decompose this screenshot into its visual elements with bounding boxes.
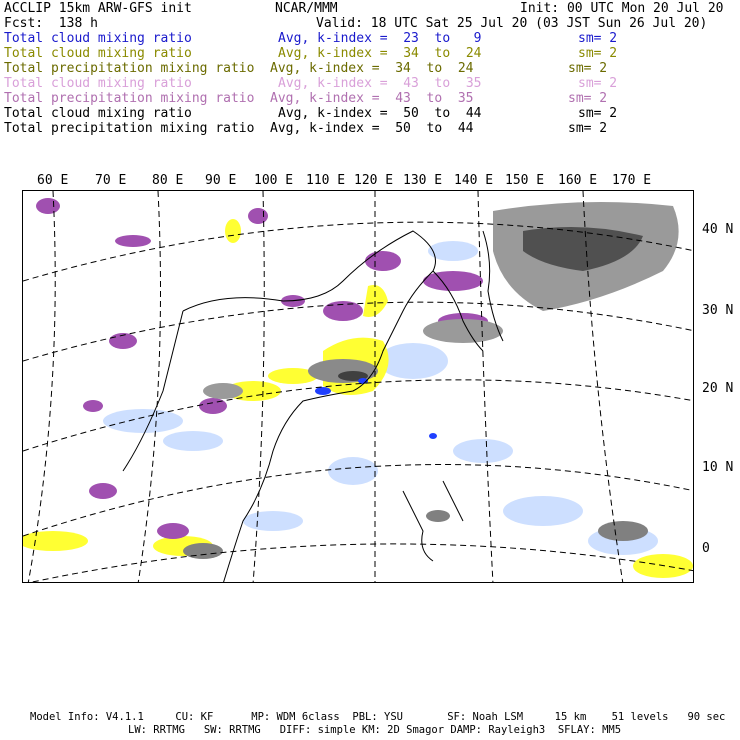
field-name-3: Total cloud mixing ratio bbox=[4, 76, 192, 91]
init-time: Init: 00 UTC Mon 20 Jul 20 bbox=[520, 1, 724, 16]
field-avg-2: Avg, k-index = 34 to 24 bbox=[270, 61, 474, 76]
lon-label: 60 E bbox=[37, 173, 69, 188]
lat-label: 30 N bbox=[702, 303, 734, 318]
field-sm-1: sm= 2 bbox=[578, 46, 618, 61]
field-avg-4: Avg, k-index = 43 to 35 bbox=[270, 91, 474, 106]
forecast-hour: Fcst: 138 h bbox=[4, 16, 98, 31]
lat-label: 0 bbox=[702, 541, 710, 556]
lon-label: 170 E bbox=[612, 173, 652, 188]
field-avg-3: Avg, k-index = 43 to 35 bbox=[278, 76, 482, 91]
lon-label: 140 E bbox=[454, 173, 494, 188]
lon-label: 130 E bbox=[403, 173, 443, 188]
lon-label: 100 E bbox=[254, 173, 294, 188]
field-sm-3: sm= 2 bbox=[578, 76, 618, 91]
field-name-0: Total cloud mixing ratio bbox=[4, 31, 192, 46]
lon-label: 160 E bbox=[558, 173, 598, 188]
weather-map bbox=[22, 190, 694, 583]
lon-label: 120 E bbox=[354, 173, 394, 188]
field-name-6: Total precipitation mixing ratio bbox=[4, 121, 255, 136]
model-info-line-1: Model Info: V4.1.1 CU: KF MP: WDM 6class PBL: YSU SF: Noah LSM 15 km 51 levels 90 sec bbox=[30, 711, 726, 723]
center-name: NCAR/MMM bbox=[275, 1, 338, 16]
field-sm-2: sm= 2 bbox=[568, 61, 608, 76]
lon-label: 80 E bbox=[152, 173, 184, 188]
field-avg-1: Avg, k-index = 34 to 24 bbox=[278, 46, 482, 61]
model-info-line-2: LW: RRTMG SW: RRTMG DIFF: simple KM: 2D Smagor DAMP: Rayleigh3 SFLAY: MM5 bbox=[128, 724, 622, 736]
field-sm-5: sm= 2 bbox=[578, 106, 618, 121]
valid-time: Valid: 18 UTC Sat 25 Jul 20 (03 JST Sun 26 Jul 20) bbox=[316, 16, 708, 31]
field-sm-0: sm= 2 bbox=[578, 31, 618, 46]
field-sm-4: sm= 2 bbox=[568, 91, 608, 106]
lat-label: 40 N bbox=[702, 222, 734, 237]
map-canvas bbox=[23, 191, 694, 583]
field-avg-5: Avg, k-index = 50 to 44 bbox=[278, 106, 482, 121]
lon-label: 70 E bbox=[95, 173, 127, 188]
field-name-5: Total cloud mixing ratio bbox=[4, 106, 192, 121]
field-name-4: Total precipitation mixing ratio bbox=[4, 91, 255, 106]
lon-label: 90 E bbox=[205, 173, 237, 188]
lon-label: 150 E bbox=[505, 173, 545, 188]
lat-label: 20 N bbox=[702, 381, 734, 396]
lat-label: 10 N bbox=[702, 460, 734, 475]
lon-label: 110 E bbox=[306, 173, 346, 188]
field-name-2: Total precipitation mixing ratio bbox=[4, 61, 255, 76]
field-avg-0: Avg, k-index = 23 to 9 bbox=[278, 31, 482, 46]
field-sm-6: sm= 2 bbox=[568, 121, 608, 136]
field-avg-6: Avg, k-index = 50 to 44 bbox=[270, 121, 474, 136]
model-title: ACCLIP 15km ARW-GFS init bbox=[4, 1, 192, 16]
field-name-1: Total cloud mixing ratio bbox=[4, 46, 192, 61]
